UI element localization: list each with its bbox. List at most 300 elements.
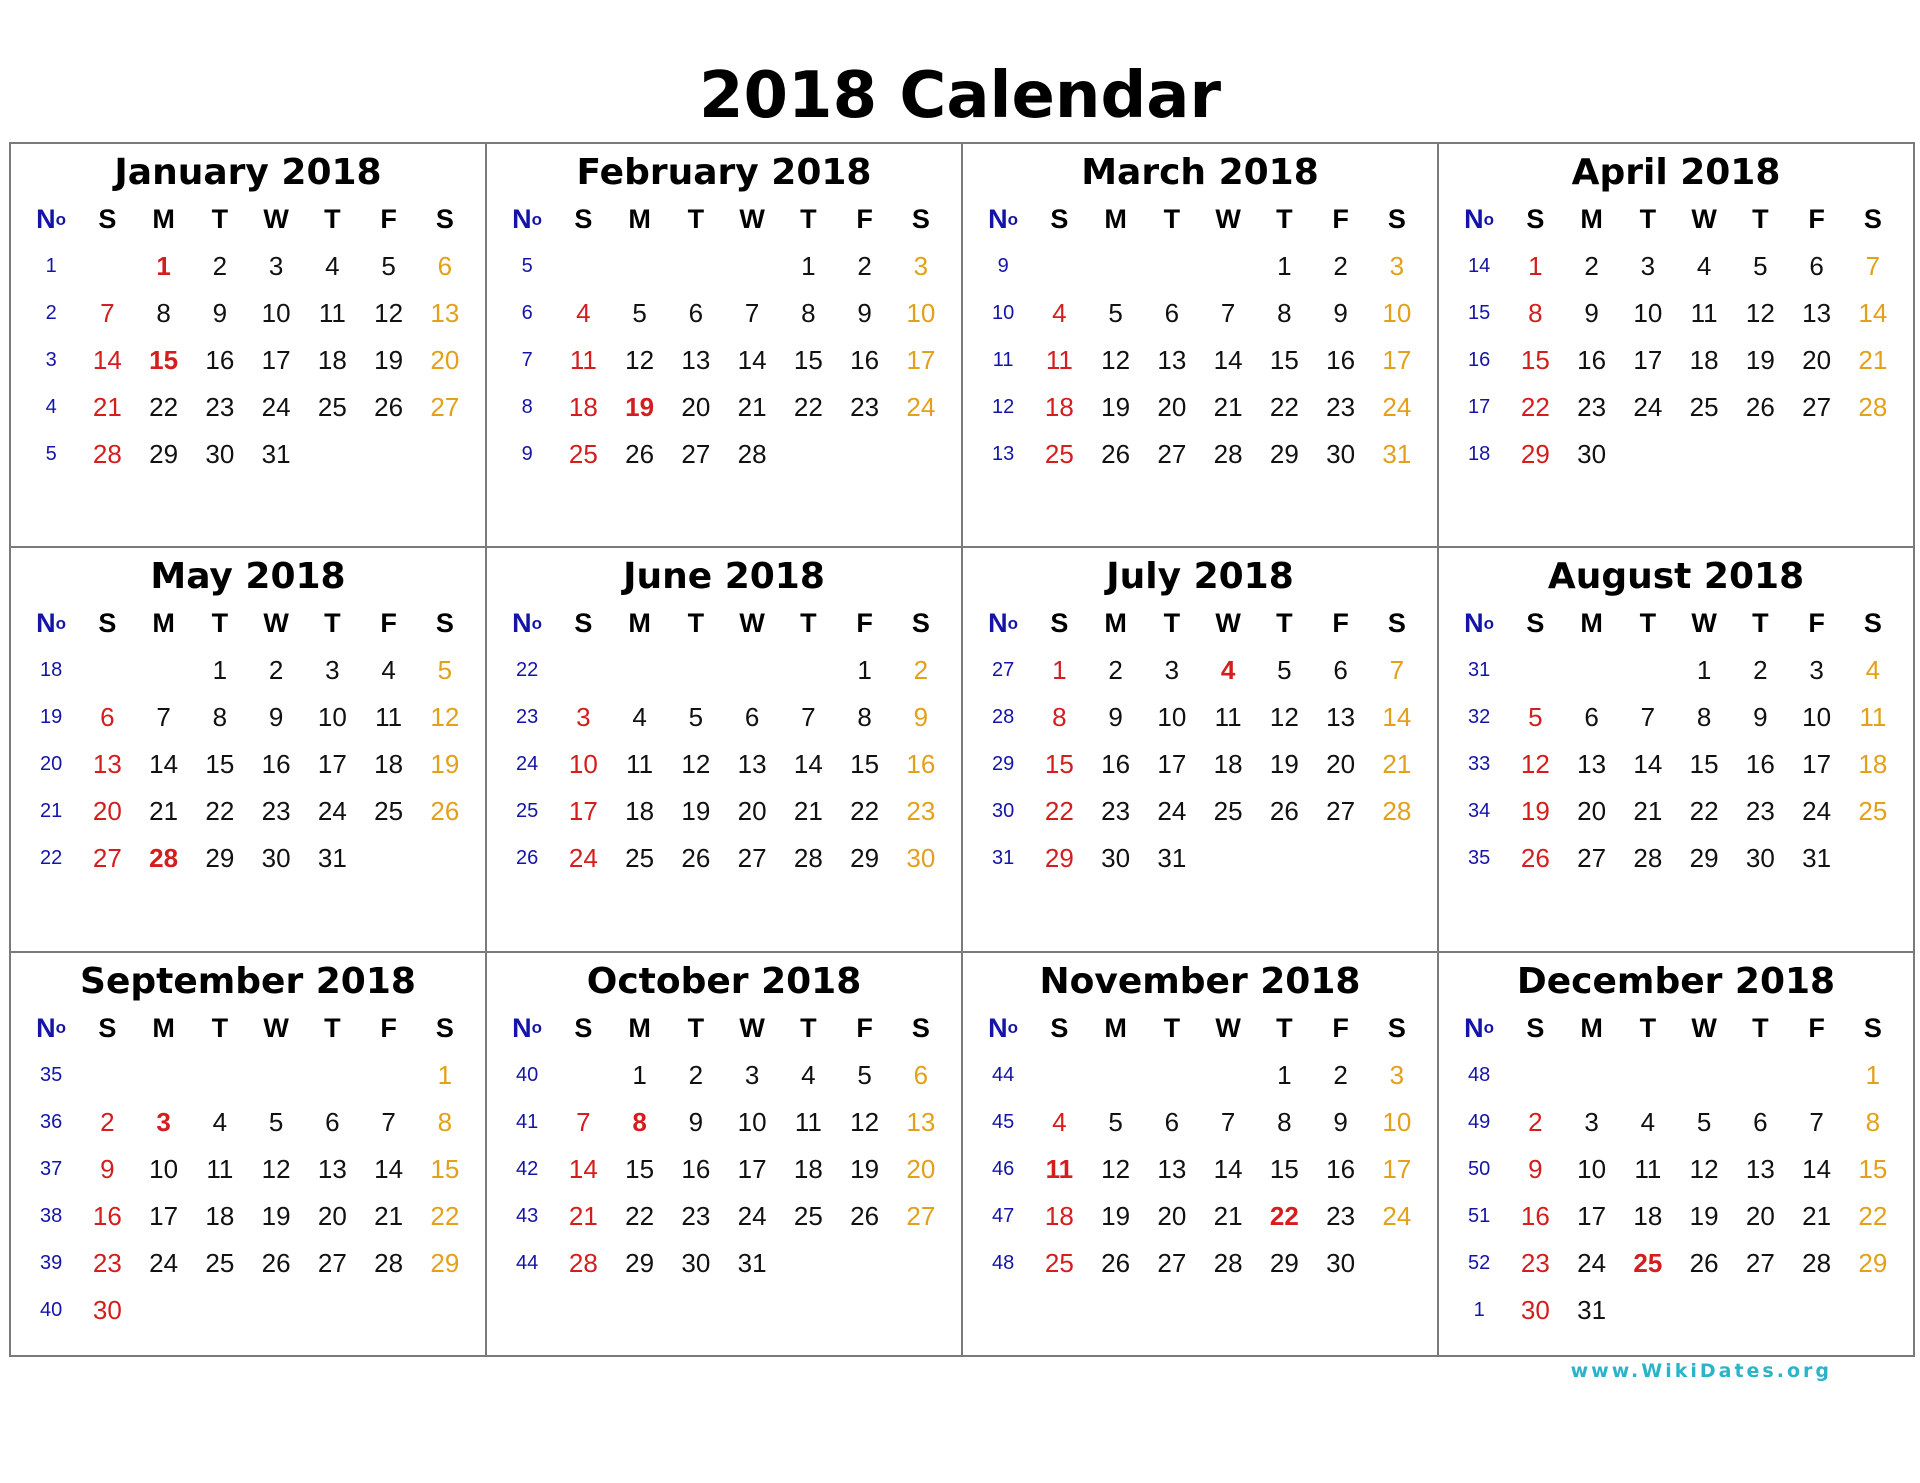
day-cell: 8 <box>1528 298 1543 328</box>
weekday-header: W <box>1691 204 1717 234</box>
empty-day-cell <box>780 431 836 478</box>
month-days-grid <box>1451 1005 1901 1334</box>
day-cell: 26 <box>261 1247 291 1278</box>
empty-day-cell <box>780 1240 836 1287</box>
day-cell: 26 <box>1745 392 1775 422</box>
month-block <box>963 144 1439 548</box>
day-cell: 10 <box>1382 298 1412 328</box>
day-cell: 26 <box>374 392 404 422</box>
day-cell: 25 <box>317 392 347 422</box>
day-cell: 9 <box>857 298 872 328</box>
day-cell: 14 <box>1858 298 1888 328</box>
weekday-header: T <box>687 1012 705 1043</box>
empty-day-cell <box>136 647 192 694</box>
day-cell: 29 <box>1858 1247 1888 1278</box>
day-cell: 12 <box>1689 1153 1719 1184</box>
day-cell: 5 <box>632 298 647 328</box>
month-days-grid <box>23 600 473 882</box>
day-cell: 26 <box>1689 1247 1719 1278</box>
day-cell: 24 <box>149 1247 179 1278</box>
day-cell: 9 <box>1108 702 1123 733</box>
day-cell: 17 <box>1802 749 1832 780</box>
week-number: 45 <box>992 1110 1015 1133</box>
day-cell: 30 <box>92 1294 122 1325</box>
day-cell: 9 <box>100 1153 115 1184</box>
day-cell: 12 <box>1101 1153 1131 1184</box>
weekday-header: M <box>1580 1012 1603 1043</box>
day-cell: 7 <box>156 702 171 733</box>
weekday-header: W <box>263 204 289 234</box>
day-cell: 30 <box>1745 843 1775 874</box>
day-cell: 31 <box>1157 843 1187 874</box>
day-cell: 20 <box>92 796 122 827</box>
day-cell: 13 <box>1577 749 1607 780</box>
week-number: 41 <box>516 1110 539 1133</box>
month-days-grid <box>499 1005 949 1287</box>
month-title: May 2018 <box>150 556 346 598</box>
day-cell: 21 <box>1858 345 1888 375</box>
empty-day-cell <box>192 1287 248 1334</box>
week-number: 9 <box>521 443 533 465</box>
week-number-header: N o <box>512 608 543 639</box>
empty-day-cell <box>1256 835 1312 882</box>
day-cell: 24 <box>1157 796 1187 827</box>
month-block <box>963 953 1439 1357</box>
day-cell: 3 <box>1584 1106 1599 1137</box>
weekday-header: T <box>1752 608 1769 639</box>
week-number: 49 <box>1468 1110 1491 1133</box>
empty-day-cell <box>248 1052 304 1099</box>
month-days-grid <box>1451 196 1901 478</box>
day-cell: 14 <box>374 1153 404 1184</box>
month-title: March 2018 <box>1081 152 1319 193</box>
day-cell: 1 <box>801 251 816 281</box>
week-number: 47 <box>992 1204 1015 1227</box>
month-title: April 2018 <box>1571 152 1781 193</box>
day-cell: 3 <box>1164 655 1180 686</box>
day-cell: 11 <box>1634 1153 1662 1184</box>
day-cell: 20 <box>1577 796 1607 827</box>
day-cell: 4 <box>801 1059 816 1090</box>
week-number: 14 <box>1468 255 1491 277</box>
week-number: 28 <box>992 706 1015 729</box>
day-cell: 27 <box>1326 796 1356 827</box>
empty-day-cell <box>1620 1052 1676 1099</box>
day-cell: 15 <box>149 345 179 375</box>
week-number: 18 <box>1468 443 1491 465</box>
day-cell: 30 <box>1101 843 1131 874</box>
week-number: 11 <box>992 349 1014 371</box>
empty-day-cell <box>248 1287 304 1334</box>
week-number: 8 <box>521 396 533 418</box>
day-cell: 14 <box>737 345 767 375</box>
month-block <box>11 548 487 952</box>
day-cell: 17 <box>149 1200 179 1231</box>
day-cell: 28 <box>1213 439 1243 469</box>
day-cell: 3 <box>1389 1059 1405 1090</box>
day-cell: 14 <box>568 1153 598 1184</box>
day-cell: 17 <box>737 1153 767 1184</box>
weekday-header: M <box>1104 608 1127 639</box>
empty-day-cell <box>1031 243 1087 290</box>
week-number: 35 <box>1468 847 1491 870</box>
weekday-header: W <box>1215 204 1241 234</box>
day-cell: 6 <box>1753 1106 1768 1137</box>
day-cell: 24 <box>737 1200 767 1231</box>
day-cell: 13 <box>737 749 767 780</box>
weekday-header: S <box>574 1012 593 1043</box>
day-cell: 26 <box>625 439 655 469</box>
day-cell: 29 <box>1269 439 1299 469</box>
month-block <box>1439 953 1915 1357</box>
day-cell: 13 <box>1745 1153 1775 1184</box>
week-number-header: N o <box>988 1012 1019 1043</box>
weekday-header: S <box>1863 608 1882 639</box>
week-number: 37 <box>40 1157 63 1180</box>
day-cell: 11 <box>1214 702 1242 733</box>
weekday-header: F <box>380 1012 397 1043</box>
week-number: 26 <box>516 847 539 870</box>
week-number-header: N o <box>36 608 67 639</box>
month-block <box>1439 548 1915 952</box>
weekday-header: T <box>800 204 817 234</box>
day-cell: 17 <box>261 345 291 375</box>
day-cell: 5 <box>1696 1106 1712 1137</box>
day-cell: 29 <box>430 1247 460 1278</box>
day-cell: 22 <box>625 1200 655 1231</box>
day-cell: 12 <box>1520 749 1550 780</box>
day-cell: 15 <box>1269 1153 1299 1184</box>
day-cell: 5 <box>1753 251 1768 281</box>
day-cell: 8 <box>1277 1106 1292 1137</box>
day-cell: 6 <box>1333 655 1348 686</box>
day-cell: 7 <box>576 1106 591 1137</box>
day-cell: 24 <box>568 843 598 874</box>
empty-day-cell <box>1789 1052 1845 1099</box>
day-cell: 13 <box>681 345 711 375</box>
day-cell: 17 <box>1157 749 1187 780</box>
day-cell: 26 <box>681 843 711 874</box>
day-cell: 21 <box>568 1200 598 1231</box>
day-cell: 27 <box>92 843 122 874</box>
month-block <box>11 144 487 548</box>
weekday-header: M <box>1104 204 1127 234</box>
weekday-header: M <box>152 608 175 639</box>
day-cell: 30 <box>1577 439 1607 469</box>
day-cell: 1 <box>1865 1059 1881 1090</box>
day-cell: 6 <box>437 251 453 281</box>
day-cell: 7 <box>1220 1106 1236 1137</box>
day-cell: 12 <box>1745 298 1775 328</box>
weekday-header: S <box>1387 1012 1406 1043</box>
day-cell: 10 <box>568 749 598 780</box>
empty-day-cell <box>1507 1052 1563 1099</box>
week-number-header: N o <box>1464 1012 1495 1043</box>
week-number: 1 <box>45 255 57 277</box>
day-cell: 3 <box>156 1106 171 1137</box>
day-cell: 28 <box>374 1247 404 1278</box>
day-cell: 3 <box>1389 251 1405 281</box>
day-cell: 6 <box>1809 251 1824 281</box>
month-block <box>11 953 487 1357</box>
day-cell: 20 <box>737 796 767 827</box>
month-title: July 2018 <box>1106 556 1294 598</box>
day-cell: 1 <box>632 1059 647 1090</box>
day-cell: 8 <box>212 702 228 733</box>
weekday-header: T <box>1163 204 1181 234</box>
month-title: February 2018 <box>576 152 872 193</box>
day-cell: 4 <box>1696 251 1712 281</box>
day-cell: 12 <box>374 298 404 328</box>
week-number: 21 <box>40 800 63 823</box>
weekday-header: F <box>1808 608 1825 639</box>
day-cell: 3 <box>576 702 591 733</box>
weekday-header: T <box>211 608 229 639</box>
weekday-header: M <box>628 608 651 639</box>
weekday-header: F <box>1332 1012 1349 1043</box>
day-cell: 23 <box>261 796 291 827</box>
week-number: 1 <box>1473 1298 1485 1321</box>
day-cell: 21 <box>149 796 179 827</box>
weekday-header: S <box>1863 1012 1882 1043</box>
day-cell: 28 <box>1858 392 1888 422</box>
day-cell: 18 <box>1044 1200 1074 1231</box>
weekday-header: F <box>856 204 873 234</box>
day-cell: 5 <box>1528 702 1543 733</box>
empty-day-cell <box>612 243 668 290</box>
week-number: 4 <box>45 396 57 418</box>
week-number: 18 <box>40 659 63 682</box>
day-cell: 16 <box>1745 749 1775 780</box>
day-cell: 31 <box>261 439 291 469</box>
weekday-header: S <box>1526 204 1545 234</box>
footer-watermark: www.WikiDates.org <box>1570 1360 1832 1382</box>
day-cell: 23 <box>1326 1200 1356 1231</box>
day-cell: 22 <box>1044 796 1074 827</box>
empty-day-cell <box>1676 431 1732 478</box>
day-cell: 14 <box>1802 1153 1832 1184</box>
week-number: 31 <box>992 847 1015 870</box>
day-cell: 1 <box>212 655 228 686</box>
day-cell: 4 <box>381 655 396 686</box>
day-cell: 4 <box>1052 1106 1067 1137</box>
month-days-grid <box>499 196 949 478</box>
week-number: 40 <box>40 1298 63 1321</box>
day-cell: 29 <box>850 843 880 874</box>
day-cell: 9 <box>1753 702 1768 733</box>
weekday-header: W <box>263 1012 289 1043</box>
day-cell: 15 <box>850 749 880 780</box>
day-cell: 23 <box>906 796 936 827</box>
weekday-header: S <box>98 608 117 639</box>
empty-day-cell <box>1732 431 1788 478</box>
weekday-header: M <box>152 204 175 234</box>
weekday-header: T <box>1639 608 1657 639</box>
day-cell: 15 <box>793 345 823 375</box>
day-cell: 2 <box>688 1059 704 1090</box>
weekday-header: W <box>1691 608 1717 639</box>
day-cell: 27 <box>1157 439 1187 469</box>
day-cell: 29 <box>1689 843 1719 874</box>
empty-day-cell <box>192 1052 248 1099</box>
day-cell: 25 <box>1213 796 1243 827</box>
day-cell: 10 <box>1802 702 1832 733</box>
weekday-header: W <box>1691 1012 1717 1043</box>
empty-day-cell <box>668 243 724 290</box>
day-cell: 16 <box>681 1153 711 1184</box>
empty-day-cell <box>555 647 611 694</box>
day-cell: 9 <box>1333 298 1348 328</box>
empty-day-cell <box>1200 835 1256 882</box>
week-number: 52 <box>1468 1251 1491 1274</box>
day-cell: 20 <box>430 345 460 375</box>
weekday-header: S <box>98 1012 117 1043</box>
day-cell: 28 <box>1802 1247 1832 1278</box>
day-cell: 27 <box>1577 843 1607 874</box>
month-title: December 2018 <box>1516 960 1836 1002</box>
weekday-header: F <box>380 608 397 639</box>
weekday-header: W <box>1215 608 1241 639</box>
day-cell: 9 <box>1333 1106 1348 1137</box>
day-cell: 1 <box>1528 251 1543 281</box>
day-cell: 27 <box>681 439 711 469</box>
empty-day-cell <box>1676 1287 1732 1334</box>
day-cell: 8 <box>1277 298 1292 328</box>
day-cell: 16 <box>92 1200 122 1231</box>
month-days-grid <box>23 196 473 478</box>
day-cell: 19 <box>1520 796 1550 827</box>
week-number-header: N o <box>512 204 543 234</box>
day-cell: 22 <box>793 392 823 422</box>
empty-day-cell <box>555 1052 611 1099</box>
week-number: 5 <box>45 443 57 465</box>
empty-day-cell <box>780 647 836 694</box>
day-cell: 13 <box>430 298 460 328</box>
week-number: 25 <box>516 800 539 823</box>
empty-day-cell <box>724 647 780 694</box>
empty-day-cell <box>1144 243 1200 290</box>
day-cell: 21 <box>1633 796 1663 827</box>
month-title: January 2018 <box>114 152 382 193</box>
day-cell: 3 <box>325 655 340 686</box>
weekday-header: S <box>435 1012 454 1043</box>
day-cell: 10 <box>317 702 347 733</box>
day-cell: 3 <box>268 251 284 281</box>
week-number: 38 <box>40 1204 63 1227</box>
day-cell: 13 <box>906 1106 936 1137</box>
day-cell: 14 <box>1382 702 1412 733</box>
day-cell: 3 <box>1640 251 1656 281</box>
empty-day-cell <box>1732 1052 1788 1099</box>
day-cell: 24 <box>261 392 291 422</box>
month-days-grid <box>975 196 1425 478</box>
day-cell: 22 <box>1269 392 1299 422</box>
empty-day-cell <box>837 1240 893 1287</box>
weekday-header: F <box>856 1012 873 1043</box>
week-number: 5 <box>521 255 533 277</box>
day-cell: 13 <box>317 1153 347 1184</box>
month-block <box>487 953 963 1357</box>
day-cell: 5 <box>1108 298 1123 328</box>
day-cell: 4 <box>1865 655 1881 686</box>
day-cell: 29 <box>149 439 179 469</box>
empty-day-cell <box>893 1240 949 1287</box>
day-cell: 13 <box>92 749 122 780</box>
day-cell: 30 <box>205 439 235 469</box>
day-cell: 4 <box>576 298 591 328</box>
day-cell: 8 <box>437 1106 453 1137</box>
day-cell: 20 <box>1802 345 1832 375</box>
day-cell: 11 <box>318 298 346 328</box>
week-number: 20 <box>40 753 63 776</box>
day-cell: 24 <box>1802 796 1832 827</box>
day-cell: 15 <box>1520 345 1550 375</box>
day-cell: 5 <box>381 251 396 281</box>
month-block <box>1439 144 1915 548</box>
weekday-header: W <box>739 204 765 234</box>
day-cell: 11 <box>375 702 403 733</box>
month-title: October 2018 <box>586 960 862 1002</box>
week-number: 48 <box>1468 1063 1491 1086</box>
day-cell: 7 <box>1809 1106 1824 1137</box>
empty-day-cell <box>612 647 668 694</box>
day-cell: 30 <box>1326 1247 1356 1278</box>
day-cell: 6 <box>325 1106 340 1137</box>
week-number: 34 <box>1468 800 1491 823</box>
empty-day-cell <box>837 431 893 478</box>
week-number: 12 <box>992 396 1015 418</box>
week-number: 30 <box>992 800 1015 823</box>
week-number: 46 <box>992 1157 1015 1180</box>
day-cell: 15 <box>1858 1153 1888 1184</box>
empty-day-cell <box>417 431 473 478</box>
week-number: 42 <box>516 1157 539 1180</box>
day-cell: 31 <box>1382 439 1412 469</box>
day-cell: 9 <box>268 702 284 733</box>
day-cell: 4 <box>212 1106 228 1137</box>
day-cell: 25 <box>1689 392 1719 422</box>
empty-day-cell <box>1200 243 1256 290</box>
day-cell: 22 <box>430 1200 460 1231</box>
week-number-header: N o <box>36 204 67 234</box>
day-cell: 16 <box>850 345 880 375</box>
day-cell: 27 <box>906 1200 936 1231</box>
month-days-grid <box>1451 600 1901 882</box>
empty-day-cell <box>361 1052 417 1099</box>
day-cell: 13 <box>1157 1153 1187 1184</box>
month-days-grid <box>499 600 949 882</box>
day-cell: 25 <box>793 1200 823 1231</box>
day-cell: 29 <box>205 843 235 874</box>
week-number: 22 <box>40 847 63 870</box>
day-cell: 17 <box>1382 345 1412 375</box>
week-number: 17 <box>1468 396 1491 418</box>
day-cell: 1 <box>857 655 872 686</box>
day-cell: 12 <box>625 345 655 375</box>
weekday-header: S <box>574 608 593 639</box>
day-cell: 19 <box>850 1153 880 1184</box>
day-cell: 18 <box>317 345 347 375</box>
week-number: 2 <box>45 302 57 324</box>
weekday-header: M <box>628 1012 651 1043</box>
day-cell: 2 <box>1333 251 1348 281</box>
day-cell: 5 <box>268 1106 284 1137</box>
day-cell: 7 <box>801 702 816 733</box>
week-number: 24 <box>516 753 539 776</box>
day-cell: 20 <box>1157 1200 1187 1231</box>
day-cell: 27 <box>1157 1247 1187 1278</box>
day-cell: 9 <box>913 702 929 733</box>
